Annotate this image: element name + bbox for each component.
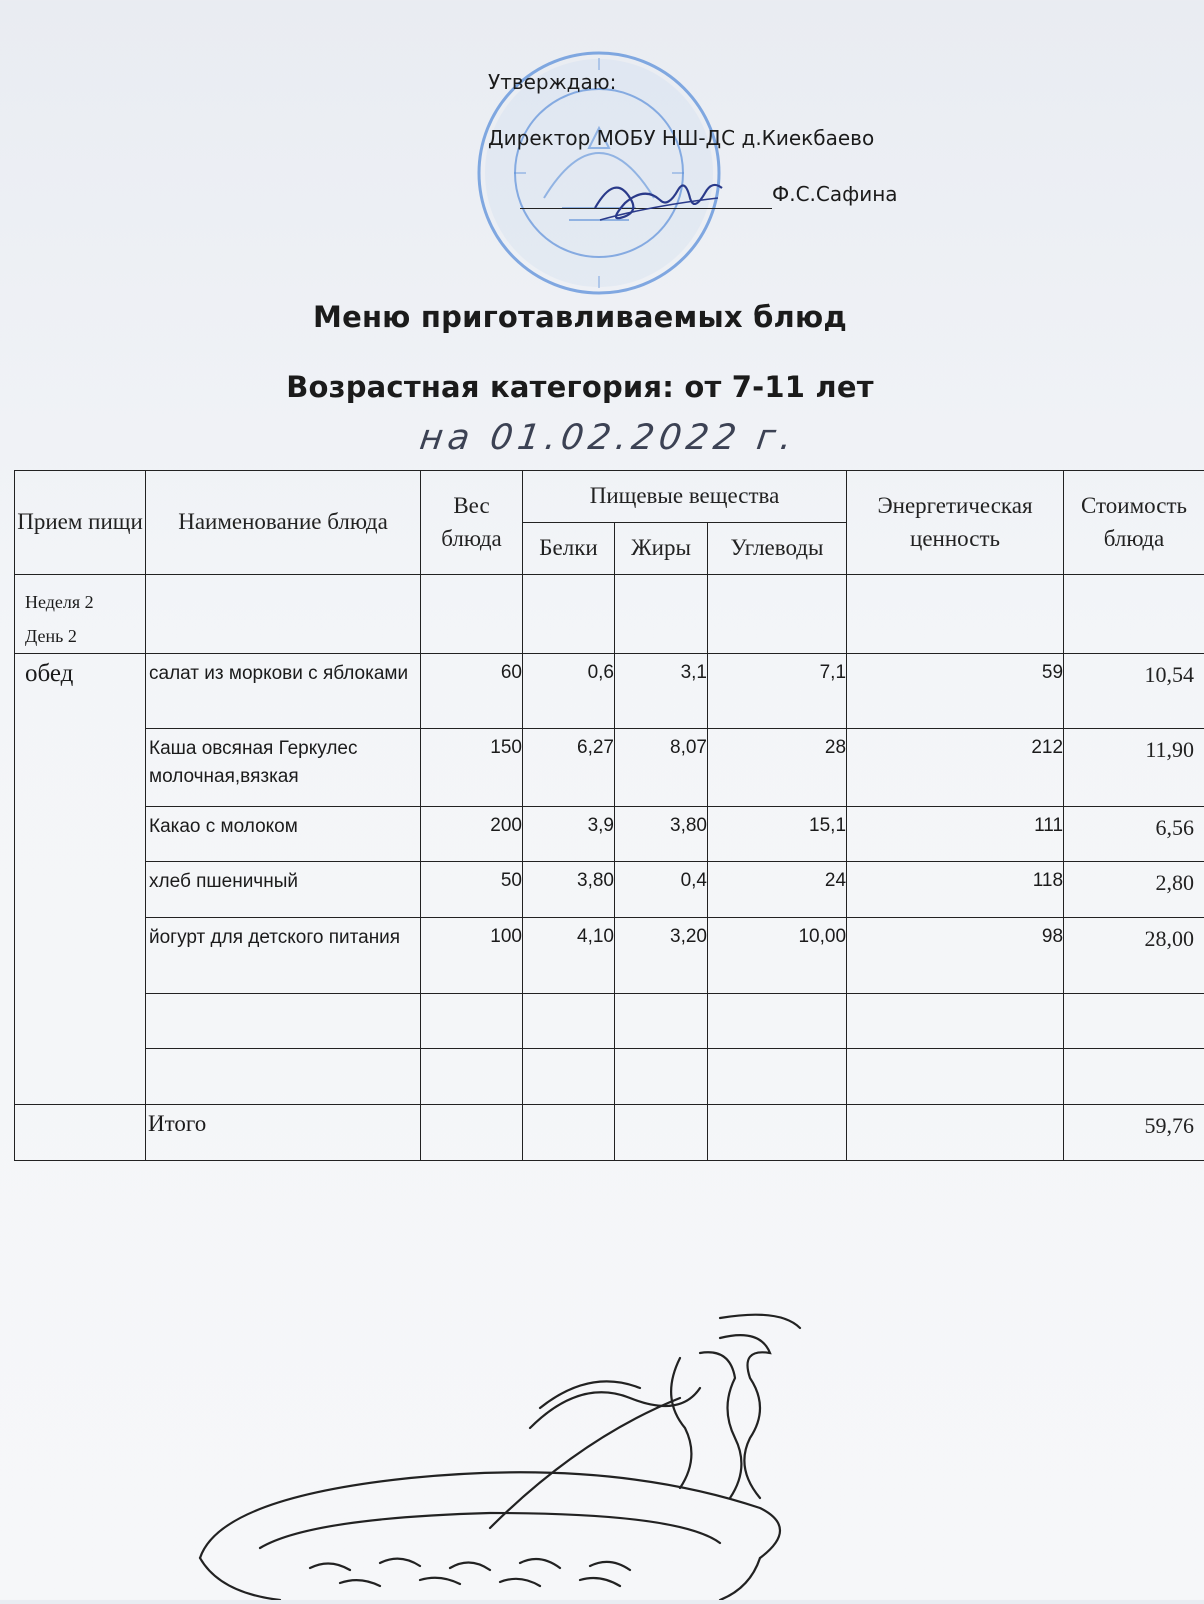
dish-carbs: 24 bbox=[708, 862, 847, 918]
dish-fat: 3,1 bbox=[615, 654, 708, 729]
total-row bbox=[15, 1105, 1204, 1161]
dish-energy: 98 bbox=[847, 918, 1064, 994]
dish-protein: 6,27 bbox=[523, 729, 615, 807]
table-row bbox=[15, 575, 1204, 654]
dish-cost: 2,80 bbox=[1064, 862, 1204, 918]
handwritten-date: на 01.02.2022 г. bbox=[417, 418, 799, 458]
header-fat: Жиры bbox=[615, 523, 708, 575]
dish-fat: 3,80 bbox=[615, 807, 708, 862]
dish-name: Какао с молоком bbox=[146, 807, 421, 862]
dish-name: салат из моркови с яблоками bbox=[146, 654, 421, 729]
table-row bbox=[15, 654, 1204, 729]
approver-position: Директор МОБУ НШ-ДС д.Киекбаево bbox=[488, 128, 874, 148]
header-carbs: Углеводы bbox=[708, 523, 847, 575]
dish-weight: 50 bbox=[421, 862, 523, 918]
dish-energy: 59 bbox=[847, 654, 1064, 729]
dish-energy: 212 bbox=[847, 729, 1064, 807]
header-meal: Прием пищи bbox=[15, 471, 146, 575]
dish-carbs: 15,1 bbox=[708, 807, 847, 862]
header-dish: Наименование блюда bbox=[146, 471, 421, 575]
dish-protein: 0,6 bbox=[523, 654, 615, 729]
dish-cost: 28,00 bbox=[1064, 918, 1204, 994]
table-row bbox=[15, 862, 1204, 918]
dish-name: йогурт для детского питания bbox=[146, 918, 421, 994]
header-energy: Энергетическая ценность bbox=[847, 471, 1064, 575]
dish-cost: 11,90 bbox=[1064, 729, 1204, 807]
dish-carbs: 7,1 bbox=[708, 654, 847, 729]
dish-fat: 3,20 bbox=[615, 918, 708, 994]
dish-weight: 100 bbox=[421, 918, 523, 994]
total-cost: 59,76 bbox=[1064, 1105, 1204, 1161]
menu-table bbox=[14, 470, 1204, 1161]
dish-fat: 8,07 bbox=[615, 729, 708, 807]
header-cost: Стоимость блюда bbox=[1064, 471, 1204, 575]
day-label: День 2 bbox=[25, 619, 145, 653]
dish-protein: 4,10 bbox=[523, 918, 615, 994]
total-label: Итого bbox=[146, 1105, 421, 1161]
age-category: Возрастная категория: от 7-11 лет bbox=[0, 370, 1160, 404]
table-row bbox=[15, 729, 1204, 807]
dish-energy: 118 bbox=[847, 862, 1064, 918]
dish-weight: 60 bbox=[421, 654, 523, 729]
meal-name: обед bbox=[15, 654, 146, 1105]
table-row bbox=[15, 807, 1204, 862]
header-nutrients: Пищевые вещества bbox=[523, 471, 847, 523]
header-weight: Вес блюда bbox=[421, 471, 523, 575]
dish-weight: 150 bbox=[421, 729, 523, 807]
dish-energy: 111 bbox=[847, 807, 1064, 862]
signature bbox=[590, 168, 730, 232]
dish-protein: 3,80 bbox=[523, 862, 615, 918]
page-title: Меню приготавливаемых блюд bbox=[0, 300, 1160, 334]
empty-row bbox=[15, 1049, 1204, 1105]
dish-cost: 10,54 bbox=[1064, 654, 1204, 729]
empty-row bbox=[15, 994, 1204, 1049]
dish-protein: 3,9 bbox=[523, 807, 615, 862]
dish-name: хлеб пшеничный bbox=[146, 862, 421, 918]
header-protein: Белки bbox=[523, 523, 615, 575]
dish-cost: 6,56 bbox=[1064, 807, 1204, 862]
week-label: Неделя 2 bbox=[25, 585, 145, 619]
approver-name: Ф.С.Сафина bbox=[772, 184, 898, 204]
dish-carbs: 28 bbox=[708, 729, 847, 807]
dish-weight: 200 bbox=[421, 807, 523, 862]
dish-name: Каша овсяная Геркулес молочная,вязкая bbox=[146, 729, 421, 807]
week-day-cell bbox=[15, 575, 146, 654]
soup-bowl-illustration bbox=[160, 1308, 860, 1604]
dish-fat: 0,4 bbox=[615, 862, 708, 918]
dish-carbs: 10,00 bbox=[708, 918, 847, 994]
approve-heading: Утверждаю: bbox=[488, 72, 616, 92]
table-row bbox=[15, 918, 1204, 994]
